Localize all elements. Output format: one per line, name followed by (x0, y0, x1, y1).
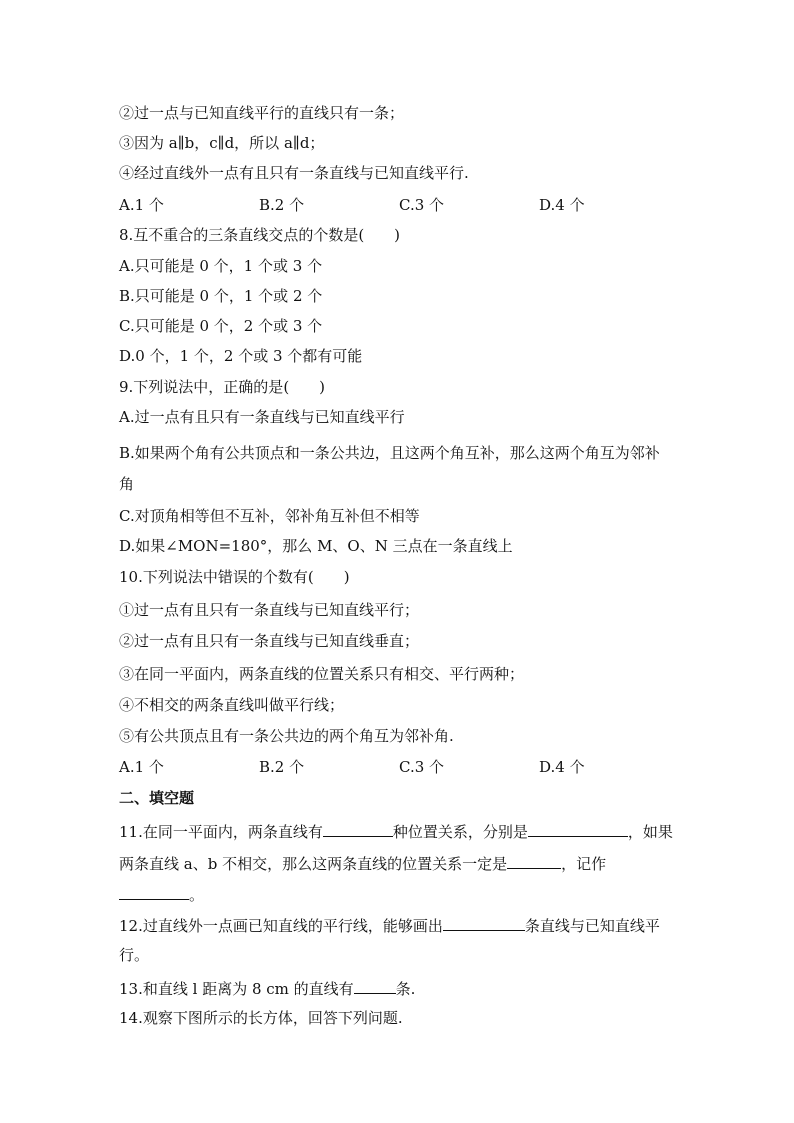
q9-option-b-cont: 角 (119, 475, 135, 493)
q10-statement-3: ③在同一平面内，两条直线的位置关系只有相交、平行两种； (119, 665, 525, 683)
q12-text-a: 12.过直线外一点画已知直线的平行线，能够画出 (119, 917, 443, 935)
q11-blank-1[interactable] (323, 820, 393, 837)
question-12-line-1 (119, 914, 660, 936)
q7-option-d[interactable]: D.4 个 (539, 196, 585, 214)
question-11-line-2 (119, 852, 606, 874)
q11-text-a: 11.在同一平面内，两条直线有 (119, 823, 323, 841)
q9-option-d[interactable]: D.如果∠MON=180°，那么 M、O、N 三点在一条直线上 (119, 537, 513, 555)
q10-option-d[interactable]: D.4 个 (539, 758, 585, 776)
statement-4: ④经过直线外一点有且只有一条直线与已知直线平行. (119, 164, 469, 182)
q7-option-b[interactable]: B.2 个 (259, 196, 305, 214)
q12-blank-1[interactable] (443, 914, 525, 931)
question-13 (119, 977, 415, 999)
q7-option-c[interactable]: C.3 个 (399, 196, 445, 214)
q13-text-a: 13.和直线 l 距离为 8 cm 的直线有 (119, 980, 354, 998)
q7-option-a[interactable]: A.1 个 (119, 196, 164, 214)
q8-option-b[interactable]: B.只可能是 0 个，1 个或 2 个 (119, 287, 323, 305)
q11-text-c: ，如果 (627, 823, 673, 841)
q7-options (119, 195, 679, 215)
question-14: 14.观察下图所示的长方体，回答下列问题. (119, 1009, 403, 1027)
question-11-line-1 (119, 820, 673, 842)
q11-blank-3[interactable] (507, 852, 561, 869)
q11-text-e: ，记作 (561, 855, 607, 873)
q8-option-a[interactable]: A.只可能是 0 个，1 个或 3 个 (119, 257, 323, 275)
q10-statement-5: ⑤有公共顶点且有一条公共边的两个角互为邻补角. (119, 727, 454, 745)
question-8: 8.互不重合的三条直线交点的个数是( ) (119, 226, 401, 244)
section-heading-fill-in: 二、填空题 (119, 789, 195, 807)
statement-2: ②过一点与已知直线平行的直线只有一条； (119, 104, 405, 122)
q13-blank-1[interactable] (354, 977, 396, 994)
question-11-line-3 (119, 883, 204, 905)
q10-statement-1: ①过一点有且只有一条直线与已知直线平行； (119, 601, 420, 619)
q12-text-b: 条直线与已知直线平 (524, 917, 660, 935)
statement-3: ③因为 a∥b，c∥d，所以 a∥d； (119, 134, 325, 152)
q9-option-c[interactable]: C.对顶角相等但不互补，邻补角互补但不相等 (119, 507, 420, 525)
question-12-line-2: 行。 (119, 946, 150, 964)
q11-text-b: 种位置关系，分别是 (392, 823, 528, 841)
q8-option-d[interactable]: D.0 个，1 个，2 个或 3 个都有可能 (119, 347, 363, 365)
q13-text-b: 条. (395, 980, 416, 998)
q11-blank-2[interactable] (528, 820, 628, 837)
q10-option-b[interactable]: B.2 个 (259, 758, 305, 776)
q11-text-f: 。 (189, 886, 205, 904)
q10-statement-2: ②过一点有且只有一条直线与已知直线垂直； (119, 632, 420, 650)
question-10: 10.下列说法中错误的个数有( ) (119, 568, 350, 586)
q11-blank-4[interactable] (119, 883, 189, 900)
q9-option-b[interactable]: B.如果两个角有公共顶点和一条公共边，且这两个角互补，那么这两个角互为邻补 (119, 444, 660, 462)
q11-text-d: 两条直线 a、b 不相交，那么这两条直线的位置关系一定是 (119, 855, 508, 873)
q9-option-a[interactable]: A.过一点有且只有一条直线与已知直线平行 (119, 408, 405, 426)
q10-option-c[interactable]: C.3 个 (399, 758, 445, 776)
q10-option-a[interactable]: A.1 个 (119, 758, 164, 776)
q10-options (119, 757, 679, 777)
q8-option-c[interactable]: C.只可能是 0 个，2 个或 3 个 (119, 317, 323, 335)
q10-statement-4: ④不相交的两条直线叫做平行线； (119, 696, 345, 714)
question-9: 9.下列说法中，正确的是( ) (119, 378, 326, 396)
